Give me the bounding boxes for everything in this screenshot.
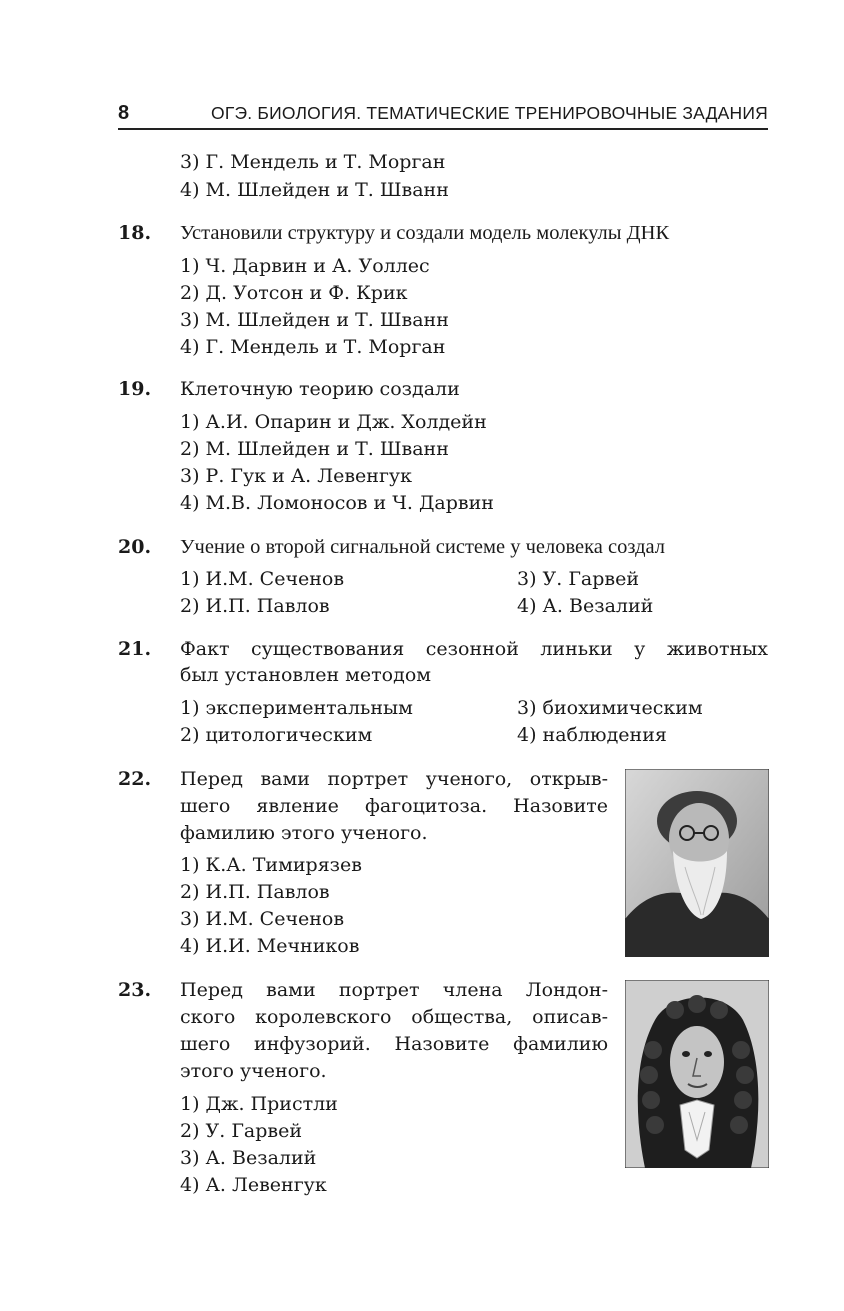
- page-number: 8: [118, 102, 130, 124]
- answer-option: 4) А. Везалий: [517, 595, 654, 617]
- answer-option: 1) К.А. Тимирязев: [180, 854, 362, 876]
- answer-option: 3) Г. Мендель и Т. Морган: [180, 151, 446, 173]
- question-text: Установили структуру и создали модель молекулы ДНК: [180, 222, 670, 244]
- question-text: Перед вами портрет ученого, открыв-: [180, 768, 608, 790]
- question-text: Перед вами портрет члена Лондон-: [180, 979, 608, 1001]
- scientist-portrait-engraving: [625, 980, 769, 1168]
- question-number: 20.: [118, 536, 152, 558]
- answer-option: 3) М. Шлейден и Т. Шванн: [180, 309, 449, 331]
- answer-option: 1) экспериментальным: [180, 697, 413, 719]
- answer-option: 3) Р. Гук и А. Левенгук: [180, 465, 412, 487]
- question-text: был установлен методом: [180, 664, 432, 686]
- answer-option: 1) И.М. Сеченов: [180, 568, 345, 590]
- answer-option: 4) И.И. Мечников: [180, 935, 360, 957]
- page-header: [118, 100, 768, 130]
- answer-option: 3) биохимическим: [517, 697, 703, 719]
- question-text: шего инфузорий. Назовите фамилию: [180, 1033, 608, 1055]
- question-text: Клеточную теорию создали: [180, 378, 460, 400]
- question-text: Учение о второй сигнальной системе у человека создал: [180, 536, 666, 558]
- answer-option: 3) У. Гарвей: [517, 568, 640, 590]
- question-number: 18.: [118, 222, 152, 244]
- running-title: ОГЭ. БИОЛОГИЯ. ТЕМАТИЧЕСКИЕ ТРЕНИРОВОЧНЫЕ ЗАДАНИЯ: [211, 103, 768, 123]
- question-text: ского королевского общества, описав-: [180, 1006, 608, 1028]
- answer-option: 4) М.В. Ломоносов и Ч. Дарвин: [180, 492, 494, 514]
- answer-option: 3) А. Везалий: [180, 1147, 317, 1169]
- question-number: 21.: [118, 638, 152, 660]
- question-number: 23.: [118, 979, 152, 1001]
- answer-option: 1) Дж. Пристли: [180, 1093, 338, 1115]
- question-text: шего явление фагоцитоза. Назовите: [180, 795, 608, 817]
- question-number: 19.: [118, 378, 152, 400]
- answer-option: 4) М. Шлейден и Т. Шванн: [180, 179, 449, 201]
- answer-option: 1) А.И. Опарин и Дж. Холдейн: [180, 411, 487, 433]
- answer-option: 2) М. Шлейден и Т. Шванн: [180, 438, 449, 460]
- answer-option: 4) наблюдения: [517, 724, 667, 746]
- answer-option: 3) И.М. Сеченов: [180, 908, 345, 930]
- question-text: этого ученого.: [180, 1060, 327, 1082]
- question-number: 22.: [118, 768, 152, 790]
- scientist-portrait-photo: [625, 769, 769, 957]
- answer-option: 2) Д. Уотсон и Ф. Крик: [180, 282, 408, 304]
- answer-option: 1) Ч. Дарвин и А. Уоллес: [180, 255, 430, 277]
- question-text: Факт существования сезонной линьки у животных: [180, 638, 768, 660]
- answer-option: 2) И.П. Павлов: [180, 881, 330, 903]
- answer-option: 2) И.П. Павлов: [180, 595, 330, 617]
- answer-option: 2) У. Гарвей: [180, 1120, 303, 1142]
- answer-option: 4) Г. Мендель и Т. Морган: [180, 336, 446, 358]
- answer-option: 4) А. Левенгук: [180, 1174, 327, 1196]
- answer-option: 2) цитологическим: [180, 724, 373, 746]
- question-text: фамилию этого ученого.: [180, 822, 428, 844]
